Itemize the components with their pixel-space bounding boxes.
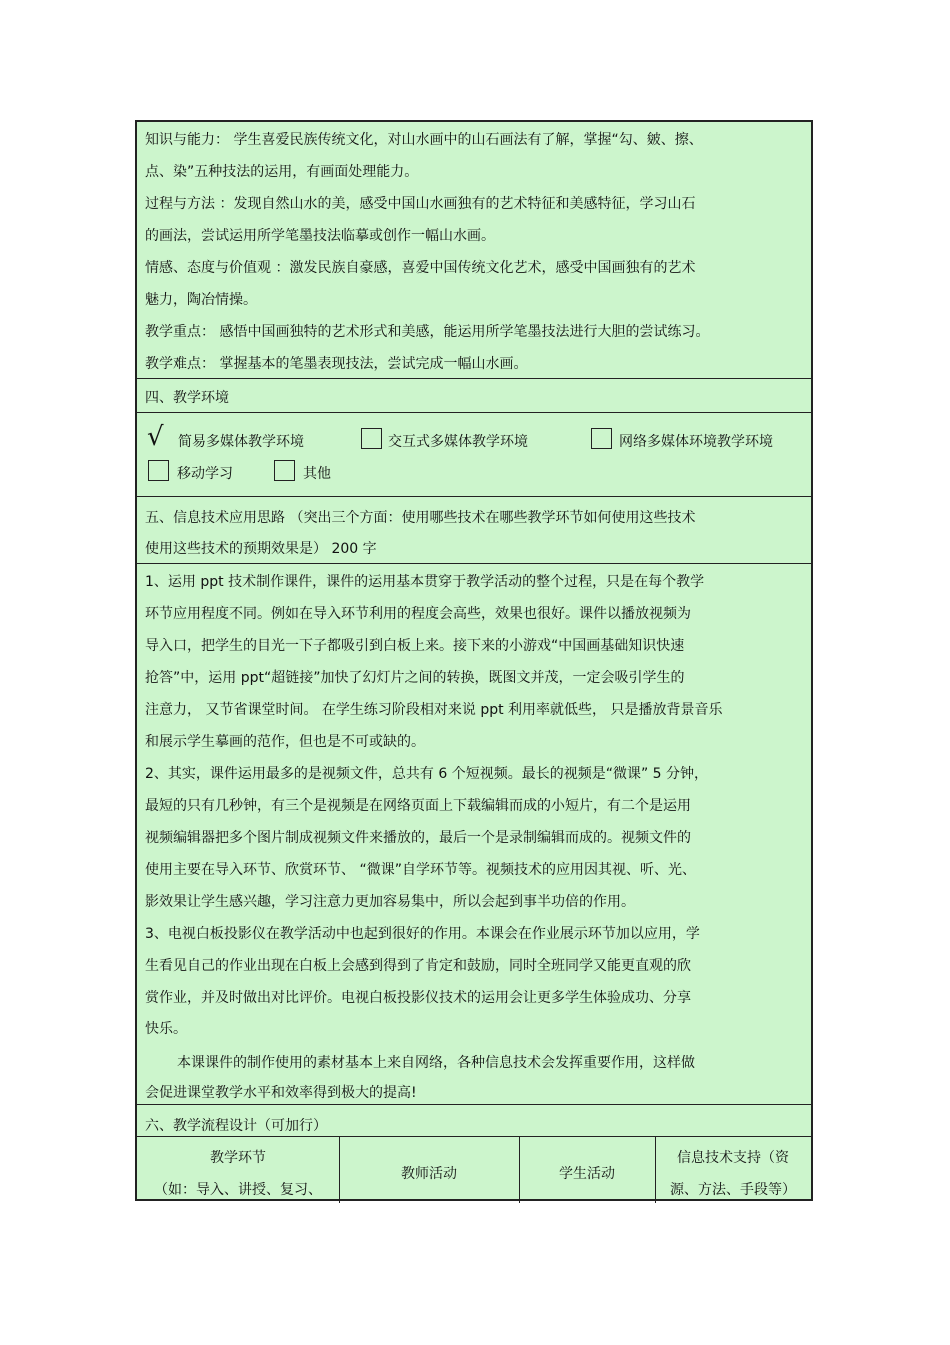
col-header-student: 学生活动	[559, 1166, 615, 1182]
row-divider	[137, 563, 811, 564]
row-divider	[137, 1104, 811, 1105]
objective-knowledge-line1: 知识与能力： 学生喜爱民族传统文化，对山水画中的山石画法有了解，掌握“勾、皴、擦、	[145, 132, 703, 148]
paragraph-1-line-4: 抢答”中，运用 ppt“超链接”加快了幻灯片之间的转换，既图文并茂，一定会吸引学生的	[145, 670, 685, 686]
paragraph-2-line-4: 使用主要在导入环节、欣赏环节、 “微课”自学环节等。视频技术的应用因其视、听、光、	[145, 862, 696, 878]
objective-emotion-line2: 魅力，陶冶情操。	[145, 292, 257, 308]
tech-idea-heading-line1: 五、信息技术应用思路 （突出三个方面：使用哪些技术在哪些教学环节如何使用这些技术	[145, 510, 696, 526]
env-option-mobile-learning: 移动学习	[177, 466, 233, 482]
col-header-stage-line1: 教学环节	[210, 1150, 266, 1166]
paragraph-1-line-3: 导入口，把学生的目光一下子都吸引到白板上来。接下来的小游戏“中国画基础知识快速	[145, 638, 685, 654]
row-divider	[137, 1136, 811, 1137]
paragraph-3-line-4: 快乐。	[145, 1021, 187, 1037]
env-checkbox-other[interactable]	[274, 460, 295, 481]
col-header-tech-support-line1: 信息技术支持（资	[677, 1150, 789, 1166]
flow-heading: 六、教学流程设计（可加行）	[145, 1118, 327, 1134]
col-header-stage-line2: （如：导入、讲授、复习、	[154, 1182, 322, 1198]
paragraph-2-line-1: 2、其实，课件运用最多的是视频文件，总共有 6 个短视频。最长的视频是“微课” 5 分钟，	[145, 766, 709, 782]
env-option-interactive-multimedia: 交互式多媒体教学环境	[388, 434, 528, 450]
paragraph-1-line-2: 环节应用程度不同。例如在导入环节利用的程度会高些，效果也很好。课件以播放视频为	[145, 606, 691, 622]
objective-process-line1: 过程与方法 ：发现自然山水的美，感受中国山水画独有的艺术特征和美感特征，学习山石	[145, 196, 696, 212]
env-checkbox-interactive[interactable]	[361, 428, 382, 449]
checkmark-icon: √	[147, 422, 164, 452]
paragraph-1-line-6: 和展示学生摹画的范作，但也是不可或缺的。	[145, 734, 425, 750]
key-point-text: 教学重点： 感悟中国画独特的艺术形式和美感，能运用所学笔墨技法进行大胆的尝试练习。	[145, 324, 710, 340]
env-option-other: 其他	[303, 466, 331, 482]
lesson-plan-form	[135, 120, 813, 1201]
paragraph-2-line-2: 最短的只有几秒钟，有三个是视频是在网络页面上下载编辑而成的小短片，有二个是运用	[145, 798, 691, 814]
objective-process-line2: 的画法，尝试运用所学笔墨技法临摹或创作一幅山水画。	[145, 228, 495, 244]
objective-knowledge-line2: 点、染”五种技法的运用，有画面处理能力。	[145, 164, 419, 180]
row-divider	[137, 496, 811, 497]
paragraph-1-line-1: 1、运用 ppt 技术制作课件，课件的运用基本贯穿于教学活动的整个过程，只是在每个教学	[145, 574, 705, 590]
paragraph-3-line-2: 生看见自己的作业出现在白板上会感到得到了肯定和鼓励，同时全班同学又能更直观的欣	[145, 958, 691, 974]
paragraph-2-line-5: 影效果让学生感兴趣，学习注意力更加容易集中，所以会起到事半功倍的作用。	[145, 894, 635, 910]
paragraph-1-line-5: 注意力， 又节省课堂时间。 在学生练习阶段相对来说 ppt 利用率就低些， 只是播放背景音乐	[145, 702, 723, 718]
objective-emotion-line1: 情感、态度与价值观 ：激发民族自豪感，喜爱中国传统文化艺术，感受中国画独有的艺术	[145, 260, 696, 276]
paragraph-3-line-3: 赏作业，并及时做出对比评价。电视白板投影仪技术的运用会让更多学生体验成功、分享	[145, 990, 691, 1006]
env-checkbox-network[interactable]	[591, 428, 612, 449]
paragraph-4-line-2: 会促进课堂教学水平和效率得到极大的提高!	[145, 1085, 417, 1101]
col-header-teacher: 教师活动	[401, 1166, 457, 1182]
difficulty-text: 教学难点： 掌握基本的笔墨表现技法，尝试完成一幅山水画。	[145, 356, 528, 372]
tech-idea-heading-line2: 使用这些技术的预期效果是） 200 字	[145, 541, 377, 557]
env-checkbox-mobile[interactable]	[148, 460, 169, 481]
paragraph-4-line-1: 本课课件的制作使用的素材基本上来自网络，各种信息技术会发挥重要作用，这样做	[177, 1055, 695, 1071]
env-option-simple-multimedia: 简易多媒体教学环境	[178, 434, 304, 450]
row-divider	[137, 378, 811, 379]
env-option-network-multimedia: 网络多媒体环境教学环境	[619, 434, 773, 450]
row-divider	[137, 412, 811, 413]
environment-heading: 四、教学环境	[145, 390, 229, 406]
paragraph-3-line-1: 3、电视白板投影仪在教学活动中也起到很好的作用。本课会在作业展示环节加以应用，学	[145, 926, 700, 942]
paragraph-2-line-3: 视频编辑器把多个图片制成视频文件来播放的，最后一个是录制编辑而成的。视频文件的	[145, 830, 691, 846]
col-header-tech-support-line2: 源、方法、手段等）	[670, 1182, 796, 1198]
